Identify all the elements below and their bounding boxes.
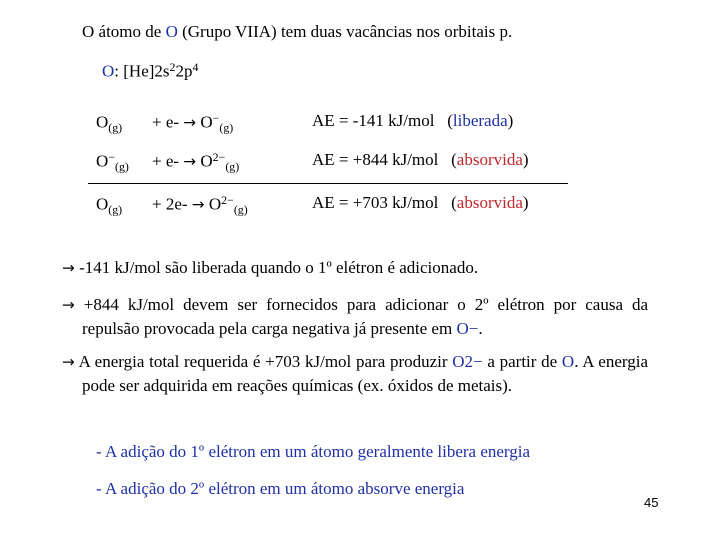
reactant-symbol: O (96, 151, 109, 171)
reactant-symbol: O (96, 112, 109, 132)
bullet-2 (62, 293, 648, 341)
arrow-right-icon: → (62, 259, 75, 277)
product-symbol: O (200, 112, 213, 132)
reactant-state: (g) (108, 120, 123, 135)
reaction-1-reactant (96, 111, 122, 136)
arrow-right-icon: → (183, 152, 197, 171)
config-sup-1: 2 (169, 60, 176, 74)
bullet-text-end: . A energia pode ser adquirida em reações químicas (ex. óxidos de metais). (82, 352, 648, 395)
paren-close: ) (522, 193, 529, 212)
reaction-3-equation (152, 193, 248, 218)
element-highlight: O (561, 352, 575, 371)
intro-prefix: O átomo de (82, 22, 166, 41)
paren-close: ) (507, 111, 514, 130)
intro-element: O (165, 22, 178, 41)
product-charge: 2− (212, 150, 226, 164)
bullet-1 (62, 256, 662, 280)
affinity-value: AE = -141 kJ/mol (312, 111, 435, 130)
reaction-1-energy (312, 111, 513, 131)
sum-divider (88, 183, 568, 184)
reactant-state: (g) (108, 202, 123, 217)
product-charge: 2− (221, 193, 234, 207)
affinity-value: AE = +703 kJ/mol (312, 193, 439, 212)
page-number: 45 (644, 495, 659, 510)
bullet-text: A energia total requerida é +703 kJ/mol para produzir (74, 352, 453, 371)
paren-open: ( (451, 150, 457, 169)
product-state: (g) (225, 159, 240, 174)
bullet-text-end: . (478, 319, 483, 338)
product-symbol: O (208, 194, 222, 214)
reactant-charge: − (108, 150, 115, 164)
bullet-text: +844 kJ/mol devem ser fornecidos para adicionar o 2º elétron por causa da repulsão provocada pela carga negativa já presente em (74, 295, 648, 338)
electrons: + e- (152, 151, 180, 171)
ion-highlight: O2− (452, 352, 483, 371)
reaction-1-equation (152, 111, 233, 136)
reaction-2-equation (152, 150, 239, 175)
paren-open: ( (451, 193, 457, 212)
energy-note: absorvida (456, 193, 523, 212)
bullet-3 (62, 350, 648, 398)
product-state: (g) (233, 202, 248, 217)
electrons: + 2e- (152, 194, 188, 214)
reaction-2-reactant (96, 150, 129, 175)
config-sup-2: 4 (192, 60, 199, 74)
reaction-2-energy (312, 150, 529, 170)
energy-note: absorvida (456, 150, 523, 169)
intro-line (82, 22, 512, 42)
product-symbol: O (200, 151, 213, 171)
arrow-right-icon: → (62, 296, 75, 314)
intro-suffix: (Grupo VIIA) tem duas vacâncias nos orbitais p. (177, 22, 513, 41)
product-charge: − (212, 111, 220, 125)
bullet-text-mid: a partir de (482, 352, 562, 371)
summary-line-1: - A adição do 1º elétron em um átomo geralmente libera energia (96, 442, 531, 461)
ion-highlight: O− (456, 319, 479, 338)
arrow-right-icon: → (183, 113, 197, 132)
reaction-3-reactant (96, 193, 122, 218)
paren-open: ( (447, 111, 453, 130)
electrons: + e- (152, 112, 180, 132)
config-element: O (102, 61, 115, 81)
reactant-state: (g) (115, 159, 129, 174)
arrow-right-icon: → (191, 195, 205, 214)
paren-close: ) (522, 150, 529, 169)
reactant-symbol: O (96, 194, 109, 214)
summary-line-2: - A adição do 2º elétron em um átomo absorve energia (96, 479, 465, 498)
electron-configuration (102, 60, 198, 81)
arrow-right-icon: → (62, 353, 75, 371)
bullet-text: -141 kJ/mol são liberada quando o 1º elétron é adicionado. (74, 258, 479, 277)
affinity-value: AE = +844 kJ/mol (312, 150, 439, 169)
config-text-2: 2p (175, 61, 193, 81)
product-state: (g) (219, 120, 234, 135)
energy-note: liberada (452, 111, 508, 130)
config-text-1: : [He]2s (114, 61, 170, 81)
reaction-3-energy (312, 193, 529, 213)
